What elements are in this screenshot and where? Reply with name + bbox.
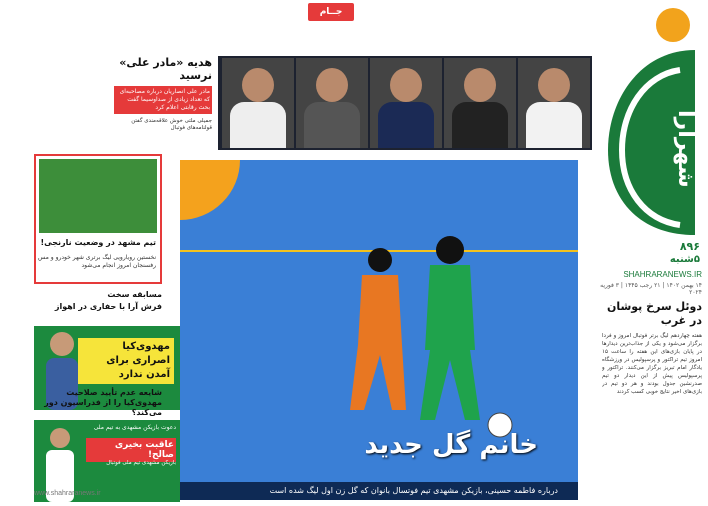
- gift-story: [114, 56, 212, 150]
- players-illustration: [300, 220, 520, 440]
- strip-photo: [222, 58, 294, 148]
- court-arc: [180, 160, 240, 220]
- hero-headline: خانم گل جدید: [364, 430, 538, 460]
- hero-caption: درباره فاطمه حسینی، بازیکن مشهدی تیم فوتسال بانوان که گل زن اول لیگ شده است: [180, 482, 578, 500]
- left-rumor: شایعه عدم تأیید صلاحیت مهدوی‌کیا را از فدراسیون دور می‌کند؟: [44, 388, 162, 417]
- left-bottom-title: دعوت بازیکن مشهدی به تیم ملی: [93, 424, 176, 431]
- left-story-body: نخستین رویارویی لیگ برتری شهر خودرو و مس رفسنجان امروز انجام می‌شود: [38, 254, 156, 269]
- issue-box: [598, 240, 706, 300]
- watermark: www.shahraranews.ir: [34, 490, 101, 497]
- gift-story-body: جمیلی ملتی خوش علاقه‌مندی گفتن قولنامه‌های فوتبال: [131, 118, 212, 131]
- issue-day: ۵شنبه: [669, 254, 700, 265]
- left-story-title: تیم مشهد در وضعیت نارنجی!: [40, 238, 156, 247]
- strip-photo: [518, 58, 590, 148]
- left-bottom-headline: عاقبت بخیری صالح!: [86, 438, 176, 462]
- masthead: [596, 0, 708, 260]
- strip-photo: [370, 58, 442, 148]
- issue-number: ۸۹۶: [679, 240, 700, 253]
- site-url[interactable]: SHAHRARANEWS.IR: [623, 270, 702, 279]
- strip-photo: [296, 58, 368, 148]
- logo-text: شهرآرا: [673, 110, 698, 188]
- hero-photo: [180, 160, 578, 500]
- left-kicker: مسابقه سخت: [107, 290, 162, 299]
- logo-badge-icon: [656, 8, 690, 42]
- left-title: فرش آرا با حفاری در اهواز: [54, 302, 162, 311]
- strip-photo: [444, 58, 516, 148]
- left-story-photo: [39, 159, 157, 233]
- right-headline: دوئل سرخ پوشان در غرب: [606, 300, 702, 327]
- left-bottom-body: بازیکن مشهدی تیم ملی فوتبال: [106, 460, 176, 466]
- section-badge: جــام: [308, 3, 354, 21]
- left-story-mashhad: [34, 154, 162, 284]
- gift-story-highlight: مادر علی انصاریان درباره مصاحبه‌ای که تعداد زیادی از صداوسیما گفت بحث رقابتی اعلام کرد: [114, 86, 212, 114]
- gift-story-title: هدیه «مادر علی» نرسید: [119, 56, 212, 82]
- date-line: ۱۴ بهمن ۱۴۰۲ | ۲۱ رجب ۱۴۴۵ | ۳ فوریه ۲۰۲۴: [600, 282, 702, 296]
- left-feature-headline: مهدوی‌کیا اصراری برای آمدن ندارد: [78, 338, 174, 384]
- photo-strip: [218, 56, 592, 150]
- right-body: هفته چهاردهم لیگ برتر فوتبال امروز و فردا برگزار می‌شود و یکی از جذاب‌ترین دیدارها در پایان بازی‌های این هفته را ساعت ۱۵ امروز تیم تراکتور و پرسپولیس در ورزشگاه یادگار امام تبریز برگزار می‌کنند. تراکتور و پرسپولیس پیش از این دیدار دو تیم صدرنشین جدول بودند و هر دو تیم در بازی‌های اخیر نتایج خوبی کسب کردند: [602, 333, 702, 395]
